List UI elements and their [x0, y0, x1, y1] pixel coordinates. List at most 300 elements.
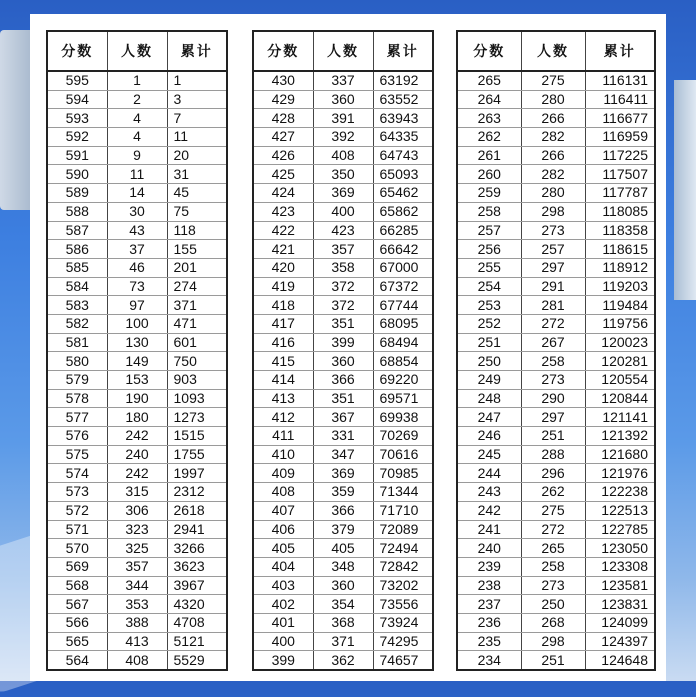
score-cell: 425 — [253, 165, 313, 184]
cumulative-cell: 471 — [167, 314, 227, 333]
count-cell: 357 — [313, 240, 373, 259]
count-cell: 296 — [521, 464, 585, 483]
count-cell: 153 — [107, 371, 167, 390]
score-cell: 399 — [253, 651, 313, 670]
score-cell: 423 — [253, 202, 313, 221]
score-cell: 241 — [457, 520, 521, 539]
score-cell: 244 — [457, 464, 521, 483]
table-row — [253, 389, 433, 408]
table-row — [47, 520, 227, 539]
table-row — [253, 165, 433, 184]
table-row — [457, 314, 655, 333]
score-cell: 585 — [47, 258, 107, 277]
score-cell: 569 — [47, 557, 107, 576]
table-row — [47, 371, 227, 390]
cumulative-cell: 69938 — [373, 408, 433, 427]
count-cell: 11 — [107, 165, 167, 184]
table-row — [47, 184, 227, 203]
header-score: 分数 — [457, 31, 521, 71]
cumulative-cell: 274 — [167, 277, 227, 296]
count-cell: 348 — [313, 557, 373, 576]
cumulative-cell: 122238 — [585, 483, 655, 502]
table-row — [253, 483, 433, 502]
header-cumulative: 累计 — [373, 31, 433, 71]
count-cell: 267 — [521, 333, 585, 352]
cumulative-cell: 67744 — [373, 296, 433, 315]
table-row — [253, 277, 433, 296]
score-cell: 409 — [253, 464, 313, 483]
cumulative-cell: 69220 — [373, 371, 433, 390]
table-row — [253, 240, 433, 259]
score-cell: 426 — [253, 146, 313, 165]
table-row — [457, 483, 655, 502]
score-cell: 417 — [253, 314, 313, 333]
score-cell: 580 — [47, 352, 107, 371]
count-cell: 97 — [107, 296, 167, 315]
cumulative-cell: 124397 — [585, 632, 655, 651]
score-cell: 262 — [457, 128, 521, 147]
score-cell: 428 — [253, 109, 313, 128]
cumulative-cell: 70269 — [373, 427, 433, 446]
table-row — [253, 651, 433, 670]
score-cell: 588 — [47, 202, 107, 221]
cumulative-cell: 116131 — [585, 71, 655, 90]
score-cell: 568 — [47, 576, 107, 595]
cumulative-cell: 123308 — [585, 557, 655, 576]
cumulative-cell: 120281 — [585, 352, 655, 371]
cumulative-cell: 1997 — [167, 464, 227, 483]
count-cell: 273 — [521, 371, 585, 390]
header-cumulative: 累计 — [167, 31, 227, 71]
score-table-block-3 — [456, 30, 656, 671]
table-row — [253, 352, 433, 371]
table-row — [253, 464, 433, 483]
score-cell: 400 — [253, 632, 313, 651]
cumulative-cell: 1273 — [167, 408, 227, 427]
header-count: 人数 — [313, 31, 373, 71]
cumulative-cell: 750 — [167, 352, 227, 371]
cumulative-cell: 75 — [167, 202, 227, 221]
score-cell: 565 — [47, 632, 107, 651]
table-row — [47, 165, 227, 184]
count-cell: 280 — [521, 184, 585, 203]
table-row — [457, 109, 655, 128]
cumulative-cell: 121680 — [585, 445, 655, 464]
score-cell: 413 — [253, 389, 313, 408]
header-score: 分数 — [47, 31, 107, 71]
table-row — [253, 520, 433, 539]
score-cell: 575 — [47, 445, 107, 464]
cumulative-cell: 70985 — [373, 464, 433, 483]
table-row — [457, 128, 655, 147]
cumulative-cell: 69571 — [373, 389, 433, 408]
table-row — [457, 576, 655, 595]
count-cell: 337 — [313, 71, 373, 90]
cumulative-cell: 63943 — [373, 109, 433, 128]
table-row — [47, 613, 227, 632]
cumulative-cell: 118912 — [585, 258, 655, 277]
count-cell: 282 — [521, 128, 585, 147]
cumulative-cell: 20 — [167, 146, 227, 165]
score-cell: 412 — [253, 408, 313, 427]
score-table — [252, 30, 434, 671]
table-row — [253, 445, 433, 464]
cumulative-cell: 117225 — [585, 146, 655, 165]
table-header-row — [47, 31, 227, 71]
cumulative-cell: 70616 — [373, 445, 433, 464]
count-cell: 266 — [521, 146, 585, 165]
cumulative-cell: 1515 — [167, 427, 227, 446]
score-cell: 571 — [47, 520, 107, 539]
count-cell: 413 — [107, 632, 167, 651]
cumulative-cell: 64743 — [373, 146, 433, 165]
cumulative-cell: 117787 — [585, 184, 655, 203]
table-row — [47, 576, 227, 595]
score-cell: 595 — [47, 71, 107, 90]
cumulative-cell: 3266 — [167, 539, 227, 558]
cumulative-cell: 4708 — [167, 613, 227, 632]
score-cell: 406 — [253, 520, 313, 539]
count-cell: 399 — [313, 333, 373, 352]
table-row — [457, 221, 655, 240]
table-row — [457, 146, 655, 165]
score-cell: 573 — [47, 483, 107, 502]
count-cell: 258 — [521, 352, 585, 371]
table-row — [457, 464, 655, 483]
cumulative-cell: 71710 — [373, 501, 433, 520]
count-cell: 350 — [313, 165, 373, 184]
table-row — [47, 651, 227, 670]
cumulative-cell: 122513 — [585, 501, 655, 520]
table-row — [47, 352, 227, 371]
count-cell: 273 — [521, 576, 585, 595]
table-row — [253, 539, 433, 558]
score-cell: 429 — [253, 90, 313, 109]
count-cell: 423 — [313, 221, 373, 240]
count-cell: 30 — [107, 202, 167, 221]
cumulative-cell: 68095 — [373, 314, 433, 333]
count-cell: 360 — [313, 352, 373, 371]
table-row — [457, 389, 655, 408]
header-count: 人数 — [521, 31, 585, 71]
table-row — [253, 184, 433, 203]
table-row — [47, 258, 227, 277]
count-cell: 306 — [107, 501, 167, 520]
cumulative-cell: 1093 — [167, 389, 227, 408]
count-cell: 4 — [107, 128, 167, 147]
count-cell: 379 — [313, 520, 373, 539]
table-row — [457, 277, 655, 296]
score-cell: 259 — [457, 184, 521, 203]
cumulative-cell: 123831 — [585, 595, 655, 614]
table-row — [47, 557, 227, 576]
count-cell: 298 — [521, 202, 585, 221]
table-row — [253, 71, 433, 90]
score-cell: 581 — [47, 333, 107, 352]
count-cell: 359 — [313, 483, 373, 502]
count-cell: 100 — [107, 314, 167, 333]
count-cell: 288 — [521, 445, 585, 464]
count-cell: 130 — [107, 333, 167, 352]
count-cell: 282 — [521, 165, 585, 184]
score-cell: 238 — [457, 576, 521, 595]
count-cell: 297 — [521, 408, 585, 427]
count-cell: 1 — [107, 71, 167, 90]
score-cell: 249 — [457, 371, 521, 390]
score-cell: 251 — [457, 333, 521, 352]
score-cell: 253 — [457, 296, 521, 315]
score-cell: 416 — [253, 333, 313, 352]
cumulative-cell: 65462 — [373, 184, 433, 203]
count-cell: 353 — [107, 595, 167, 614]
score-cell: 404 — [253, 557, 313, 576]
count-cell: 2 — [107, 90, 167, 109]
count-cell: 298 — [521, 632, 585, 651]
count-cell: 149 — [107, 352, 167, 371]
cumulative-cell: 120554 — [585, 371, 655, 390]
count-cell: 250 — [521, 595, 585, 614]
table-row — [47, 501, 227, 520]
table-row — [253, 595, 433, 614]
cumulative-cell: 63192 — [373, 71, 433, 90]
cumulative-cell: 74657 — [373, 651, 433, 670]
cumulative-cell: 5121 — [167, 632, 227, 651]
table-row — [253, 258, 433, 277]
table-row — [457, 427, 655, 446]
table-row — [253, 408, 433, 427]
table-row — [47, 389, 227, 408]
score-cell: 234 — [457, 651, 521, 670]
score-cell: 586 — [47, 240, 107, 259]
count-cell: 362 — [313, 651, 373, 670]
cumulative-cell: 3623 — [167, 557, 227, 576]
table-row — [253, 557, 433, 576]
score-cell: 424 — [253, 184, 313, 203]
cumulative-cell: 119756 — [585, 314, 655, 333]
table-row — [47, 240, 227, 259]
table-header-row — [253, 31, 433, 71]
cumulative-cell: 118 — [167, 221, 227, 240]
table-row — [457, 352, 655, 371]
count-cell: 190 — [107, 389, 167, 408]
count-cell: 372 — [313, 296, 373, 315]
table-row — [253, 371, 433, 390]
count-cell: 257 — [521, 240, 585, 259]
table-row — [253, 128, 433, 147]
table-header-row — [457, 31, 655, 71]
cumulative-cell: 63552 — [373, 90, 433, 109]
score-table-block-2 — [252, 30, 434, 671]
table-row — [253, 90, 433, 109]
score-cell: 408 — [253, 483, 313, 502]
score-cell: 584 — [47, 277, 107, 296]
count-cell: 251 — [521, 427, 585, 446]
cumulative-cell: 73202 — [373, 576, 433, 595]
table-row — [457, 595, 655, 614]
score-cell: 572 — [47, 501, 107, 520]
table-row — [457, 333, 655, 352]
score-cell: 422 — [253, 221, 313, 240]
count-cell: 265 — [521, 539, 585, 558]
cumulative-cell: 64335 — [373, 128, 433, 147]
count-cell: 405 — [313, 539, 373, 558]
score-table — [46, 30, 228, 671]
table-row — [47, 539, 227, 558]
count-cell: 258 — [521, 557, 585, 576]
count-cell: 275 — [521, 501, 585, 520]
cumulative-cell: 65862 — [373, 202, 433, 221]
count-cell: 408 — [107, 651, 167, 670]
cumulative-cell: 67000 — [373, 258, 433, 277]
cumulative-cell: 124648 — [585, 651, 655, 670]
table-row — [253, 296, 433, 315]
count-cell: 281 — [521, 296, 585, 315]
table-row — [457, 408, 655, 427]
count-cell: 291 — [521, 277, 585, 296]
count-cell: 347 — [313, 445, 373, 464]
count-cell: 372 — [313, 277, 373, 296]
table-row — [47, 483, 227, 502]
cumulative-cell: 201 — [167, 258, 227, 277]
cumulative-cell: 3 — [167, 90, 227, 109]
cumulative-cell: 2312 — [167, 483, 227, 502]
cumulative-cell: 121392 — [585, 427, 655, 446]
table-row — [457, 613, 655, 632]
table-row — [47, 146, 227, 165]
count-cell: 43 — [107, 221, 167, 240]
cumulative-cell: 1755 — [167, 445, 227, 464]
count-cell: 325 — [107, 539, 167, 558]
cumulative-cell: 123050 — [585, 539, 655, 558]
score-cell: 579 — [47, 371, 107, 390]
count-cell: 280 — [521, 90, 585, 109]
table-row — [457, 632, 655, 651]
cumulative-cell: 117507 — [585, 165, 655, 184]
table-row — [47, 128, 227, 147]
table-row — [47, 221, 227, 240]
count-cell: 272 — [521, 314, 585, 333]
cumulative-cell: 66642 — [373, 240, 433, 259]
cumulative-cell: 73924 — [373, 613, 433, 632]
cumulative-cell: 65093 — [373, 165, 433, 184]
count-cell: 242 — [107, 464, 167, 483]
table-row — [47, 333, 227, 352]
cumulative-cell: 155 — [167, 240, 227, 259]
score-cell: 591 — [47, 146, 107, 165]
score-cell: 250 — [457, 352, 521, 371]
table-row — [47, 109, 227, 128]
table-row — [457, 184, 655, 203]
score-cell: 430 — [253, 71, 313, 90]
count-cell: 290 — [521, 389, 585, 408]
count-cell: 354 — [313, 595, 373, 614]
cumulative-cell: 68494 — [373, 333, 433, 352]
count-cell: 360 — [313, 90, 373, 109]
count-cell: 366 — [313, 501, 373, 520]
table-row — [253, 314, 433, 333]
count-cell: 14 — [107, 184, 167, 203]
header-score: 分数 — [253, 31, 313, 71]
table-row — [253, 333, 433, 352]
cumulative-cell: 121141 — [585, 408, 655, 427]
cumulative-cell: 74295 — [373, 632, 433, 651]
table-row — [253, 613, 433, 632]
table-row — [457, 371, 655, 390]
cumulative-cell: 118358 — [585, 221, 655, 240]
cumulative-cell: 72842 — [373, 557, 433, 576]
score-cell: 590 — [47, 165, 107, 184]
cumulative-cell: 120844 — [585, 389, 655, 408]
score-cell: 419 — [253, 277, 313, 296]
score-cell: 235 — [457, 632, 521, 651]
count-cell: 400 — [313, 202, 373, 221]
count-cell: 242 — [107, 427, 167, 446]
count-cell: 9 — [107, 146, 167, 165]
score-cell: 578 — [47, 389, 107, 408]
count-cell: 331 — [313, 427, 373, 446]
score-cell: 263 — [457, 109, 521, 128]
cumulative-cell: 72089 — [373, 520, 433, 539]
count-cell: 360 — [313, 576, 373, 595]
table-row — [253, 109, 433, 128]
count-cell: 357 — [107, 557, 167, 576]
table-row — [457, 258, 655, 277]
cumulative-cell: 124099 — [585, 613, 655, 632]
cumulative-cell: 2941 — [167, 520, 227, 539]
cumulative-cell: 903 — [167, 371, 227, 390]
score-cell: 564 — [47, 651, 107, 670]
cumulative-cell: 5529 — [167, 651, 227, 670]
score-cell: 587 — [47, 221, 107, 240]
cumulative-cell: 123581 — [585, 576, 655, 595]
table-row — [457, 501, 655, 520]
count-cell: 268 — [521, 613, 585, 632]
table-row — [47, 202, 227, 221]
table-row — [457, 445, 655, 464]
score-cell: 421 — [253, 240, 313, 259]
count-cell: 367 — [313, 408, 373, 427]
count-cell: 388 — [107, 613, 167, 632]
count-cell: 369 — [313, 184, 373, 203]
score-cell: 402 — [253, 595, 313, 614]
score-cell: 405 — [253, 539, 313, 558]
score-cell: 258 — [457, 202, 521, 221]
count-cell: 262 — [521, 483, 585, 502]
score-cell: 243 — [457, 483, 521, 502]
score-cell: 589 — [47, 184, 107, 203]
cumulative-cell: 116411 — [585, 90, 655, 109]
count-cell: 392 — [313, 128, 373, 147]
header-count: 人数 — [107, 31, 167, 71]
cumulative-cell: 116677 — [585, 109, 655, 128]
score-cell: 577 — [47, 408, 107, 427]
count-cell: 351 — [313, 314, 373, 333]
cumulative-cell: 118615 — [585, 240, 655, 259]
count-cell: 297 — [521, 258, 585, 277]
score-cell: 237 — [457, 595, 521, 614]
table-row — [457, 71, 655, 90]
cumulative-cell: 3967 — [167, 576, 227, 595]
score-cell: 592 — [47, 128, 107, 147]
score-cell: 414 — [253, 371, 313, 390]
score-cell: 261 — [457, 146, 521, 165]
table-row — [457, 651, 655, 670]
score-table-sheet — [30, 14, 666, 681]
table-row — [457, 296, 655, 315]
table-row — [47, 71, 227, 90]
table-row — [457, 240, 655, 259]
score-cell: 260 — [457, 165, 521, 184]
